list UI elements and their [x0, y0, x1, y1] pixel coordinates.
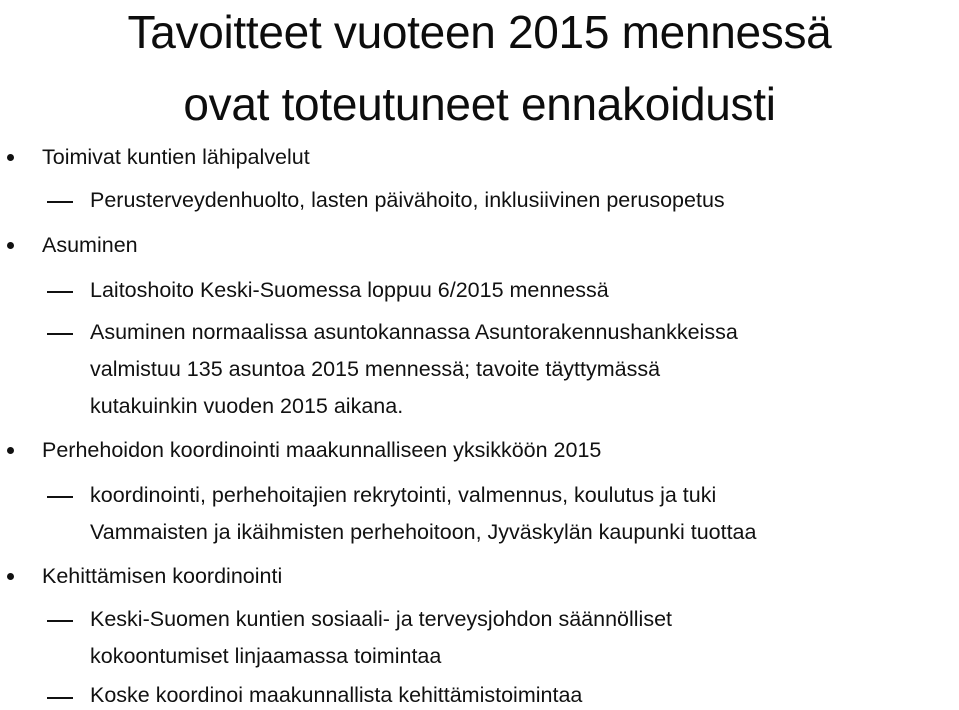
sub-item-text: Asuminen normaalissa asuntokannassa Asuntorakennushankkeissa: [90, 320, 738, 344]
bullet-marker: [7, 242, 14, 249]
sub-item-text-continued: valmistuu 135 asuntoa 2015 mennessä; tavoite täyttymässä: [90, 357, 661, 381]
bullet-marker: [7, 447, 14, 454]
bullet-item-text: Kehittämisen koordinointi: [42, 564, 283, 588]
bullet-marker: [7, 573, 14, 580]
bullet-marker: [7, 154, 14, 161]
bullet-item-text: Perhehoidon koordinointi maakunnalliseen yksikköön 2015: [42, 438, 602, 462]
dash-marker: [47, 697, 73, 699]
dash-marker: [47, 496, 73, 498]
sub-item-text-continued: Vammaisten ja ikäihmisten perhehoitoon, Jyväskylän kaupunki tuottaa: [90, 520, 757, 544]
slide-title-line-2: ovat toteutuneet ennakoidusti: [183, 78, 776, 130]
sub-item-text: Koske koordinoi maakunnallista kehittämistoimintaa: [90, 683, 583, 707]
sub-item-text: Perusterveydenhuolto, lasten päivähoito, inklusiivinen perusopetus: [90, 188, 725, 212]
dash-marker: [47, 201, 73, 203]
sub-item-text-continued: kokoontumiset linjaamassa toimintaa: [90, 644, 442, 668]
bullet-item-text: Toimivat kuntien lähipalvelut: [42, 145, 310, 169]
dash-marker: [47, 620, 73, 622]
slide-title-line-1: Tavoitteet vuoteen 2015 mennessä: [127, 6, 832, 58]
sub-item-text: Laitoshoito Keski-Suomessa loppuu 6/2015 mennessä: [90, 278, 609, 302]
sub-item-text-continued: kutakuinkin vuoden 2015 aikana.: [90, 394, 404, 418]
sub-item-text: koordinointi, perhehoitajien rekrytointi, valmennus, koulutus ja tuki: [90, 483, 717, 507]
bullet-item-text: Asuminen: [42, 233, 138, 257]
dash-marker: [47, 333, 73, 335]
sub-item-text: Keski-Suomen kuntien sosiaali- ja terveysjohdon säännölliset: [90, 607, 673, 631]
dash-marker: [47, 291, 73, 293]
